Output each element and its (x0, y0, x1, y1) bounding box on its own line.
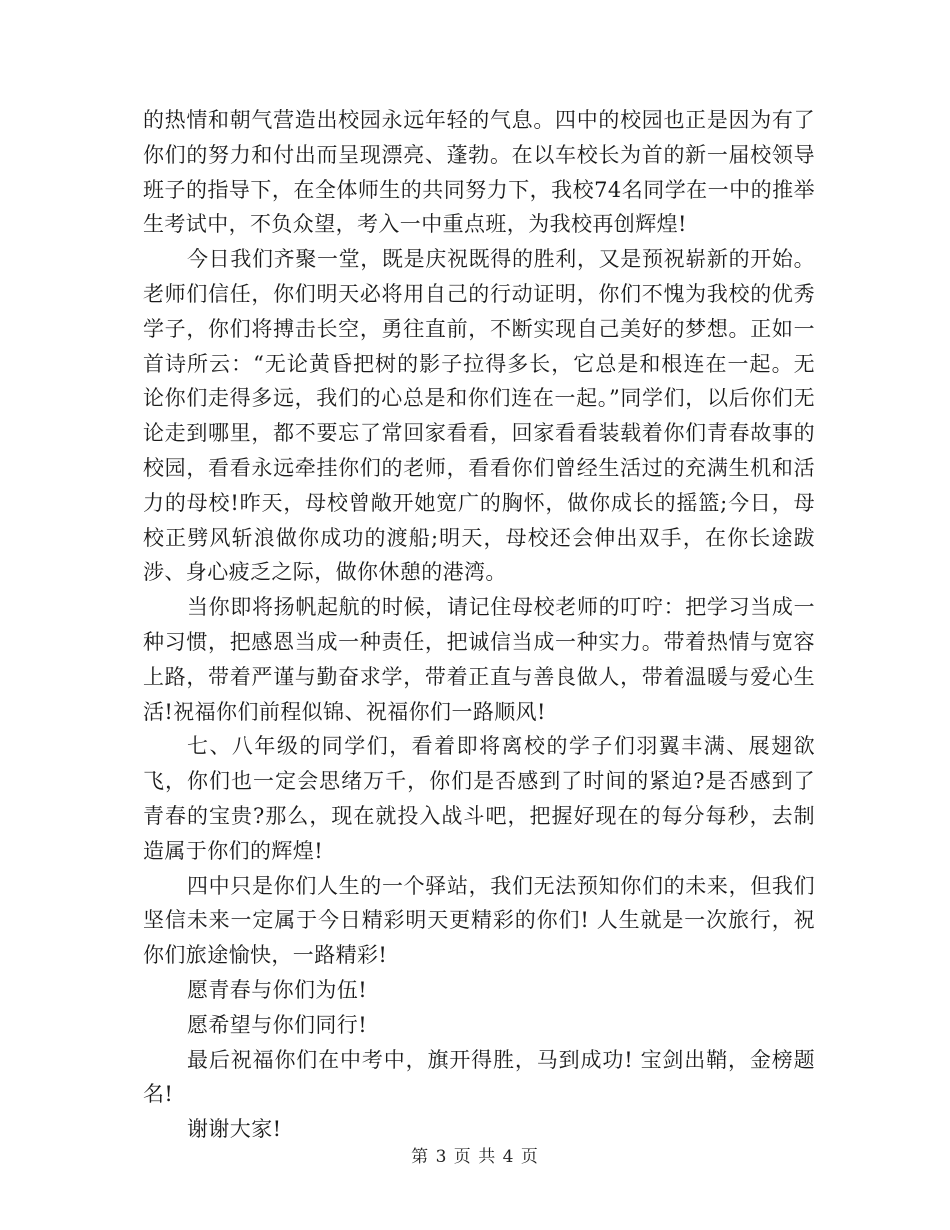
paragraph-final-blessing: 最后祝福你们在中考中，旗开得胜，马到成功! 宝剑出鞘，金榜题名! (143, 1047, 815, 1107)
page-number-footer: 第 3 页 共 4 页 (411, 1147, 539, 1167)
paragraph-wish-hope: 愿希望与你们同行! (187, 1012, 368, 1037)
paragraph-advice: 当你即将扬帆起航的时候，请记住母校老师的叮咛：把学习当成一种习惯，把感恩当成一种责任，把诚信当成一种实力。带着热情与宽容上路，带着严谨与勤奋求学，带着正直与善良做人，带着温暖与爱心生活!祝福你们前程似锦、祝福你们一路顺风! (143, 595, 815, 724)
paragraph-gathering: 今日我们齐聚一堂，既是庆祝既得的胜利，又是预祝崭新的开始。老师们信任，你们明天必将用自己的行动证明，你们不愧为我校的优秀学子，你们将搏击长空，勇往直前，不断实现自己美好的梦想。正如一首诗所云：“无论黄昏把树的影子拉得多长，它总是和根连在一起。无论你们走得多远，我们的心总是和你们连在一起。”同学们，以后你们无论走到哪里，都不要忘了常回家看看，回家看看装载着你们青春故事的校园，看看永远牵挂你们的老师，看看你们曾经生活过的充满生机和活力的母校!昨天，母校曾敞开她宽广的胸怀，做你成长的摇篮;今日，母校正劈风斩浪做你成功的渡船;明天，母校还会伸出双手，在你长途跋涉、身心疲乏之际，做你休憩的港湾。 (143, 247, 815, 585)
paragraph-wish-youth: 愿青春与你们为伍! (187, 977, 368, 1002)
paragraph-junior-students: 七、八年级的同学们，看着即将离校的学子们羽翼丰满、展翅欲飞，你们也一定会思绪万千，你们是否感到了时间的紧迫?是否感到了青春的宝贵?那么，现在就投入战斗吧，把握好现在的每分每秒，去制造属于你们的辉煌! (143, 734, 815, 863)
paragraph-continuation: 的热情和朝气营造出校园永远年轻的气息。四中的校园也正是因为有了你们的努力和付出而呈现漂亮、蓬勃。在以车校长为首的新一届校领导班子的指导下，在全体师生的共同努力下，我校74名同学在一中的推举生考试中，不负众望，考入一中重点班，为我校再创辉煌! (143, 108, 815, 237)
paragraph-journey: 四中只是你们人生的一个驿站，我们无法预知你们的未来，但我们坚信未来一定属于今日精彩明天更精彩的你们! 人生就是一次旅行，祝你们旅途愉快，一路精彩! (143, 873, 815, 968)
paragraph-thanks: 谢谢大家! (187, 1117, 282, 1142)
document-body (143, 103, 815, 1147)
